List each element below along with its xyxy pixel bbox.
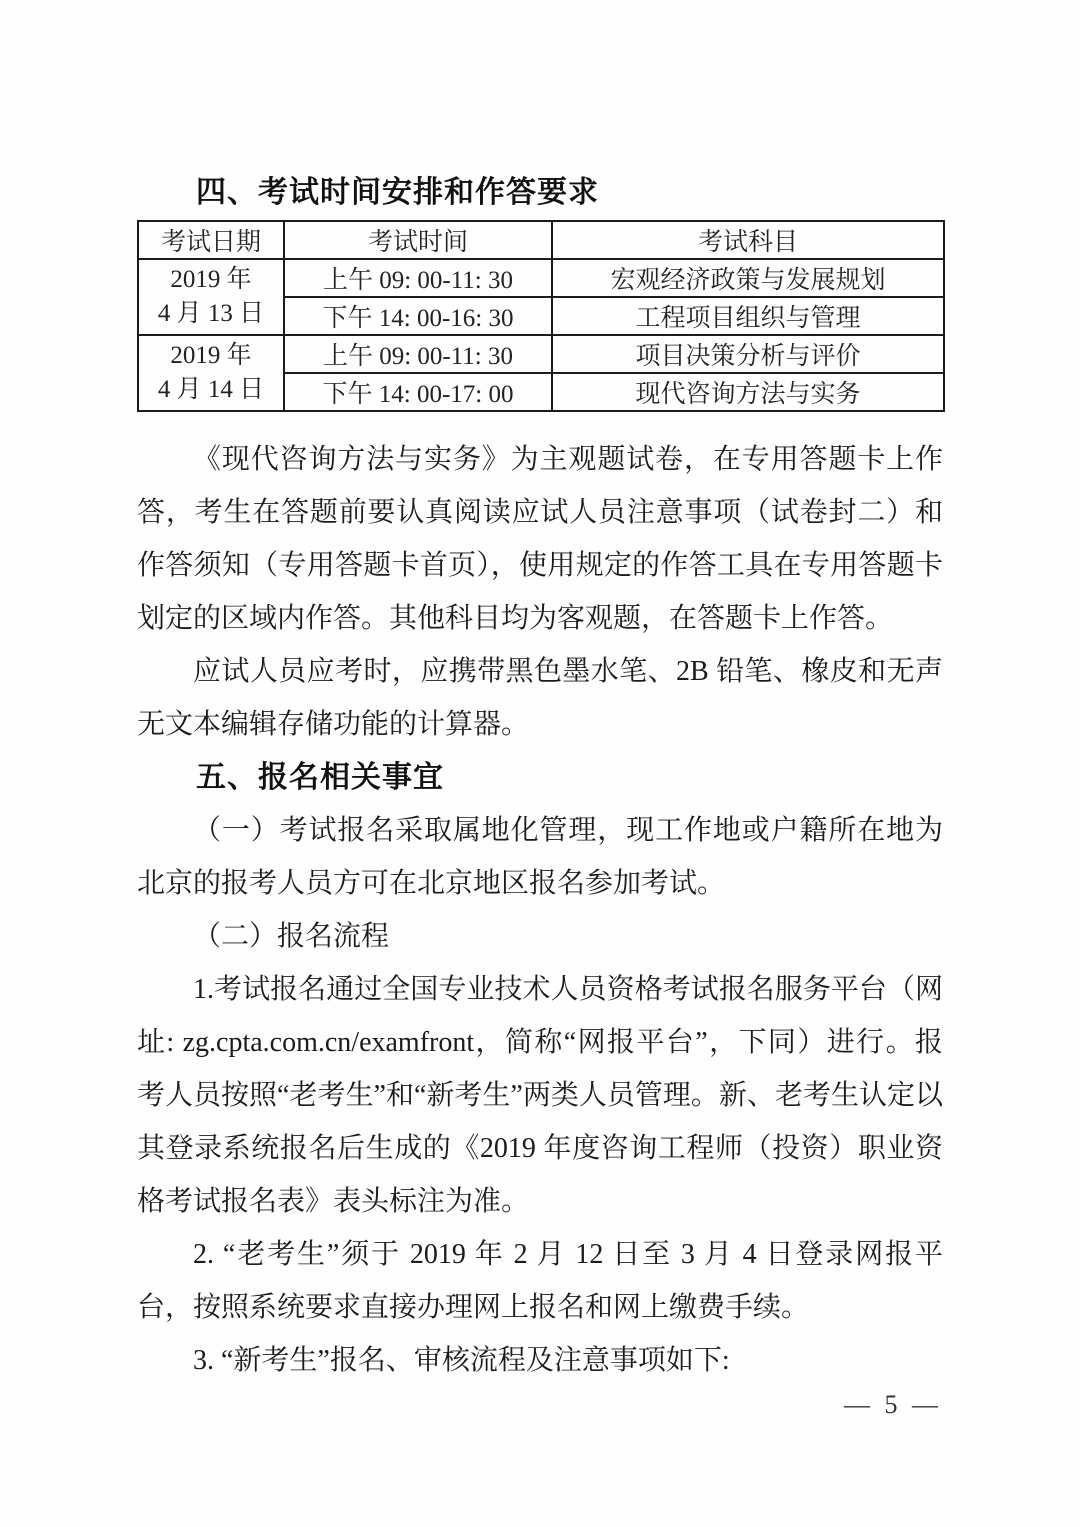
- exam-time-cell: 上午 09: 00-11: 30: [284, 259, 552, 297]
- section-4-heading: 四、考试时间安排和作答要求: [196, 176, 599, 209]
- exam-date-day: 4 月 14 日: [157, 376, 265, 403]
- table-row: [138, 335, 944, 373]
- column-header-exam-date: 考试日期: [138, 221, 284, 259]
- paragraph-exam-supplies: 应试人员应考时，应携带黑色墨水笔、2B 铅笔、橡皮和无声无文本编辑存储功能的计算器。: [137, 656, 943, 740]
- page-number: — 5 —: [844, 1390, 942, 1419]
- table-row: [138, 259, 944, 297]
- exam-subject-cell: 现代咨询方法与实务: [552, 373, 944, 411]
- exam-time-cell: 下午 14: 00-17: 00: [284, 373, 552, 411]
- document-content: [137, 174, 943, 1387]
- exam-subject-cell: 宏观经济政策与发展规划: [552, 259, 944, 297]
- paragraph-registration-platform: 1.考试报名通过全国专业技术人员资格考试报名服务平台（网址: zg.cpta.com.cn/examfront，简称“网报平台”，下同）进行。报考人员按照“老考生”和“新考生”两类人员管理。新、老考生认定以其登录系统报名后生成的《2019 年度咨询工程师（投资）职业资格考试报名表》表头标注为准。: [137, 974, 943, 1217]
- exam-date-day: 4 月 13 日: [157, 300, 265, 327]
- exam-date-year: 2019 年: [170, 342, 252, 369]
- paragraph-subjective-answer-rules: 《现代咨询方法与实务》为主观题试卷，在专用答题卡上作答，考生在答题前要认真阅读应试人员注意事项（试卷封二）和作答须知（专用答题卡首页），使用规定的作答工具在专用答题卡划定的区域内作答。其他科目均为客观题，在答题卡上作答。: [137, 444, 943, 634]
- table-header-row: [138, 221, 944, 259]
- paragraph-registration-process-heading: （二）报名流程: [193, 921, 390, 952]
- paragraph-registration-locality: （一）考试报名采取属地化管理，现工作地或户籍所在地为北京的报考人员方可在北京地区报名参加考试。: [137, 815, 943, 899]
- section-5-heading: 五、报名相关事宜: [196, 761, 444, 794]
- exam-date-year: 2019 年: [170, 266, 252, 293]
- exam-date-cell-apr14: [138, 335, 284, 411]
- exam-time-cell: 上午 09: 00-11: 30: [284, 335, 552, 373]
- exam-subject-cell: 工程项目组织与管理: [552, 297, 944, 335]
- paragraph-old-examinee: 2. “老考生”须于 2019 年 2 月 12 日至 3 月 4 日登录网报平台，按照系统要求直接办理网上报名和网上缴费手续。: [137, 1239, 943, 1323]
- exam-date-cell-apr13: [138, 259, 284, 335]
- column-header-exam-time: 考试时间: [284, 221, 552, 259]
- exam-schedule-table: [137, 220, 945, 412]
- exam-subject-cell: 项目决策分析与评价: [552, 335, 944, 373]
- column-header-exam-subject: 考试科目: [552, 221, 944, 259]
- exam-time-cell: 下午 14: 00-16: 30: [284, 297, 552, 335]
- paragraph-new-examinee: 3. “新考生”报名、审核流程及注意事项如下:: [193, 1345, 730, 1376]
